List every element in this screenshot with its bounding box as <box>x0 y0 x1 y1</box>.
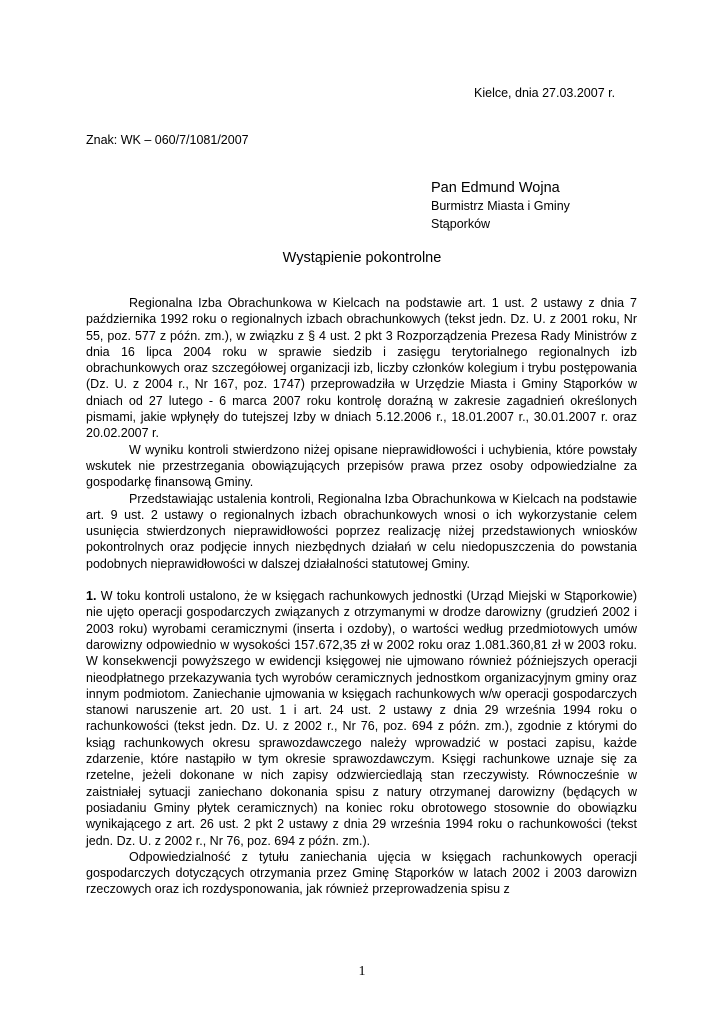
paragraph-findings: W wyniku kontroli stwierdzono niżej opisane nieprawidłowości i uchybienia, które powstały wskutek nie przestrzegania obowiązujących przepisów prawa przez osoby odpowiedzialne za gospodarkę finansową Gminy. <box>86 442 637 490</box>
point-number: 1. <box>86 589 97 604</box>
page-number: 1 <box>358 964 366 979</box>
addressee-place: Stąporków <box>431 217 491 231</box>
paragraph-responsibility: Odpowiedzialność z tytułu zaniechania ujęcia w księgach rachunkowych operacji gospodarczych dotyczących otrzymania przez Gminę Stąporków w latach 2002 i 2003 darowizn rzeczowych oraz ich rozdysponowania, jak również przeprowadzenia spisu z <box>86 849 637 897</box>
addressee-block <box>431 179 570 233</box>
point-1-text: W toku kontroli ustalono, że w księgach rachunkowych jednostki (Urząd Miejski w Stąporkowie) nie ujęto operacji gospodarczych związanych z otrzymanymi w drodze darowizny (grudzień 2002 i 2003 roku) wyrobami ceramicznymi (inserta i ozdoby), o wartości według przedmiotowych umów darowizny odpowiednio w wysokości 157.672,35 zł w 2002 roku oraz 1.081.360,81 zł w 2003 roku. W konsekwencji powyższego w ewidencji księgowej nie ujmowano również późniejszych operacji nieodpłatnego przekazywania tych wyrobów ceramicznych jednostkom organizacyjnym gminy oraz innym podmiotom. Zaniechanie ujmowania w księgach rachunkowych w/w operacji gospodarczych stanowi naruszenie art. 20 ust. 1 i art. 24 ust. 2 ustawy z dnia 29 września 1994 roku o rachunkowości (tekst jedn. Dz. U. z 2002 r., Nr 76, poz. 694 z późn. zm.), zgodnie z którymi do ksiąg rachunkowych okresu sprawozdawczego należy wprowadzić w postaci zapisu, każde zdarzenie, które nastąpiło w tym okresie sprawozdawczym. Księgi rachunkowe uznaje się za rzetelne, jeżeli dokonane w nich zapisy odzwierciedlają stan rzeczywisty. Równocześnie w zaistniałej sytuacji zaniechano dokonania spisu z natury otrzymanej darowizny (będących w posiadaniu Gminy płytek ceramicznych) na koniec roku obrotowego stosownie do obowiązku wynikającego z art. 26 ust. 2 pkt 2 ustawy z dnia 29 września 1994 roku o rachunkowości (tekst jedn. Dz. U. z 2002 r., Nr 76, poz. 694 z późn. zm.). <box>86 589 637 848</box>
paragraph-intro: Regionalna Izba Obrachunkowa w Kielcach na podstawie art. 1 ust. 2 ustawy z dnia 7 października 1992 roku o regionalnych izbach obrachunkowych (tekst jedn. Dz. U. z 2001 roku, Nr 55, poz. 577 z późn. zm.), w związku z § 4 ust. 2 pkt 3 Rozporządzenia Prezesa Rady Ministrów z dnia 16 lipca 2004 roku w sprawie siedzib i zasięgu terytorialnego regionalnych izb obrachunkowych oraz szczegółowej organizacji izb, liczby członków kolegium i trybu postępowania (Dz. U. z 2004 r., Nr 167, poz. 1747) przeprowadziła w Urzędzie Miasta i Gminy Stąporków w dniach od 27 lutego - 6 marca 2007 roku kontrolę doraźną w zakresie zagadnień określonych pismami, jakie wpłynęły do tutejszej Izby w dniach 5.12.2006 r., 18.01.2007 r., 30.01.2007 r. oraz 20.02.2007 r. <box>86 296 637 441</box>
addressee-position: Burmistrz Miasta i Gminy <box>431 199 570 213</box>
document-date: Kielce, dnia 27.03.2007 r. <box>474 86 616 100</box>
document-title: Wystąpienie pokontrolne <box>282 250 442 266</box>
reference-number: Znak: WK – 060/7/1081/2007 <box>86 133 249 147</box>
paragraph-spacer <box>86 572 637 588</box>
paragraph-point-1 <box>86 588 637 849</box>
addressee-name: Pan Edmund Wojna <box>431 180 560 196</box>
paragraph-request: Przedstawiając ustalenia kontroli, Regionalna Izba Obrachunkowa w Kielcach na podstawie art. 9 ust. 2 ustawy o regionalnych izbach obrachunkowych wnosi o ich wykorzystanie celem usunięcia stwierdzonych nieprawidłowości poprzez realizację niżej przedstawionych wniosków pokontrolnych oraz podjęcie innych niezbędnych działań w celu niedopuszczenia do powstania podobnych nieprawidłowości w dalszej działalności statutowej Gminy. <box>86 491 637 571</box>
document-body <box>86 295 637 898</box>
